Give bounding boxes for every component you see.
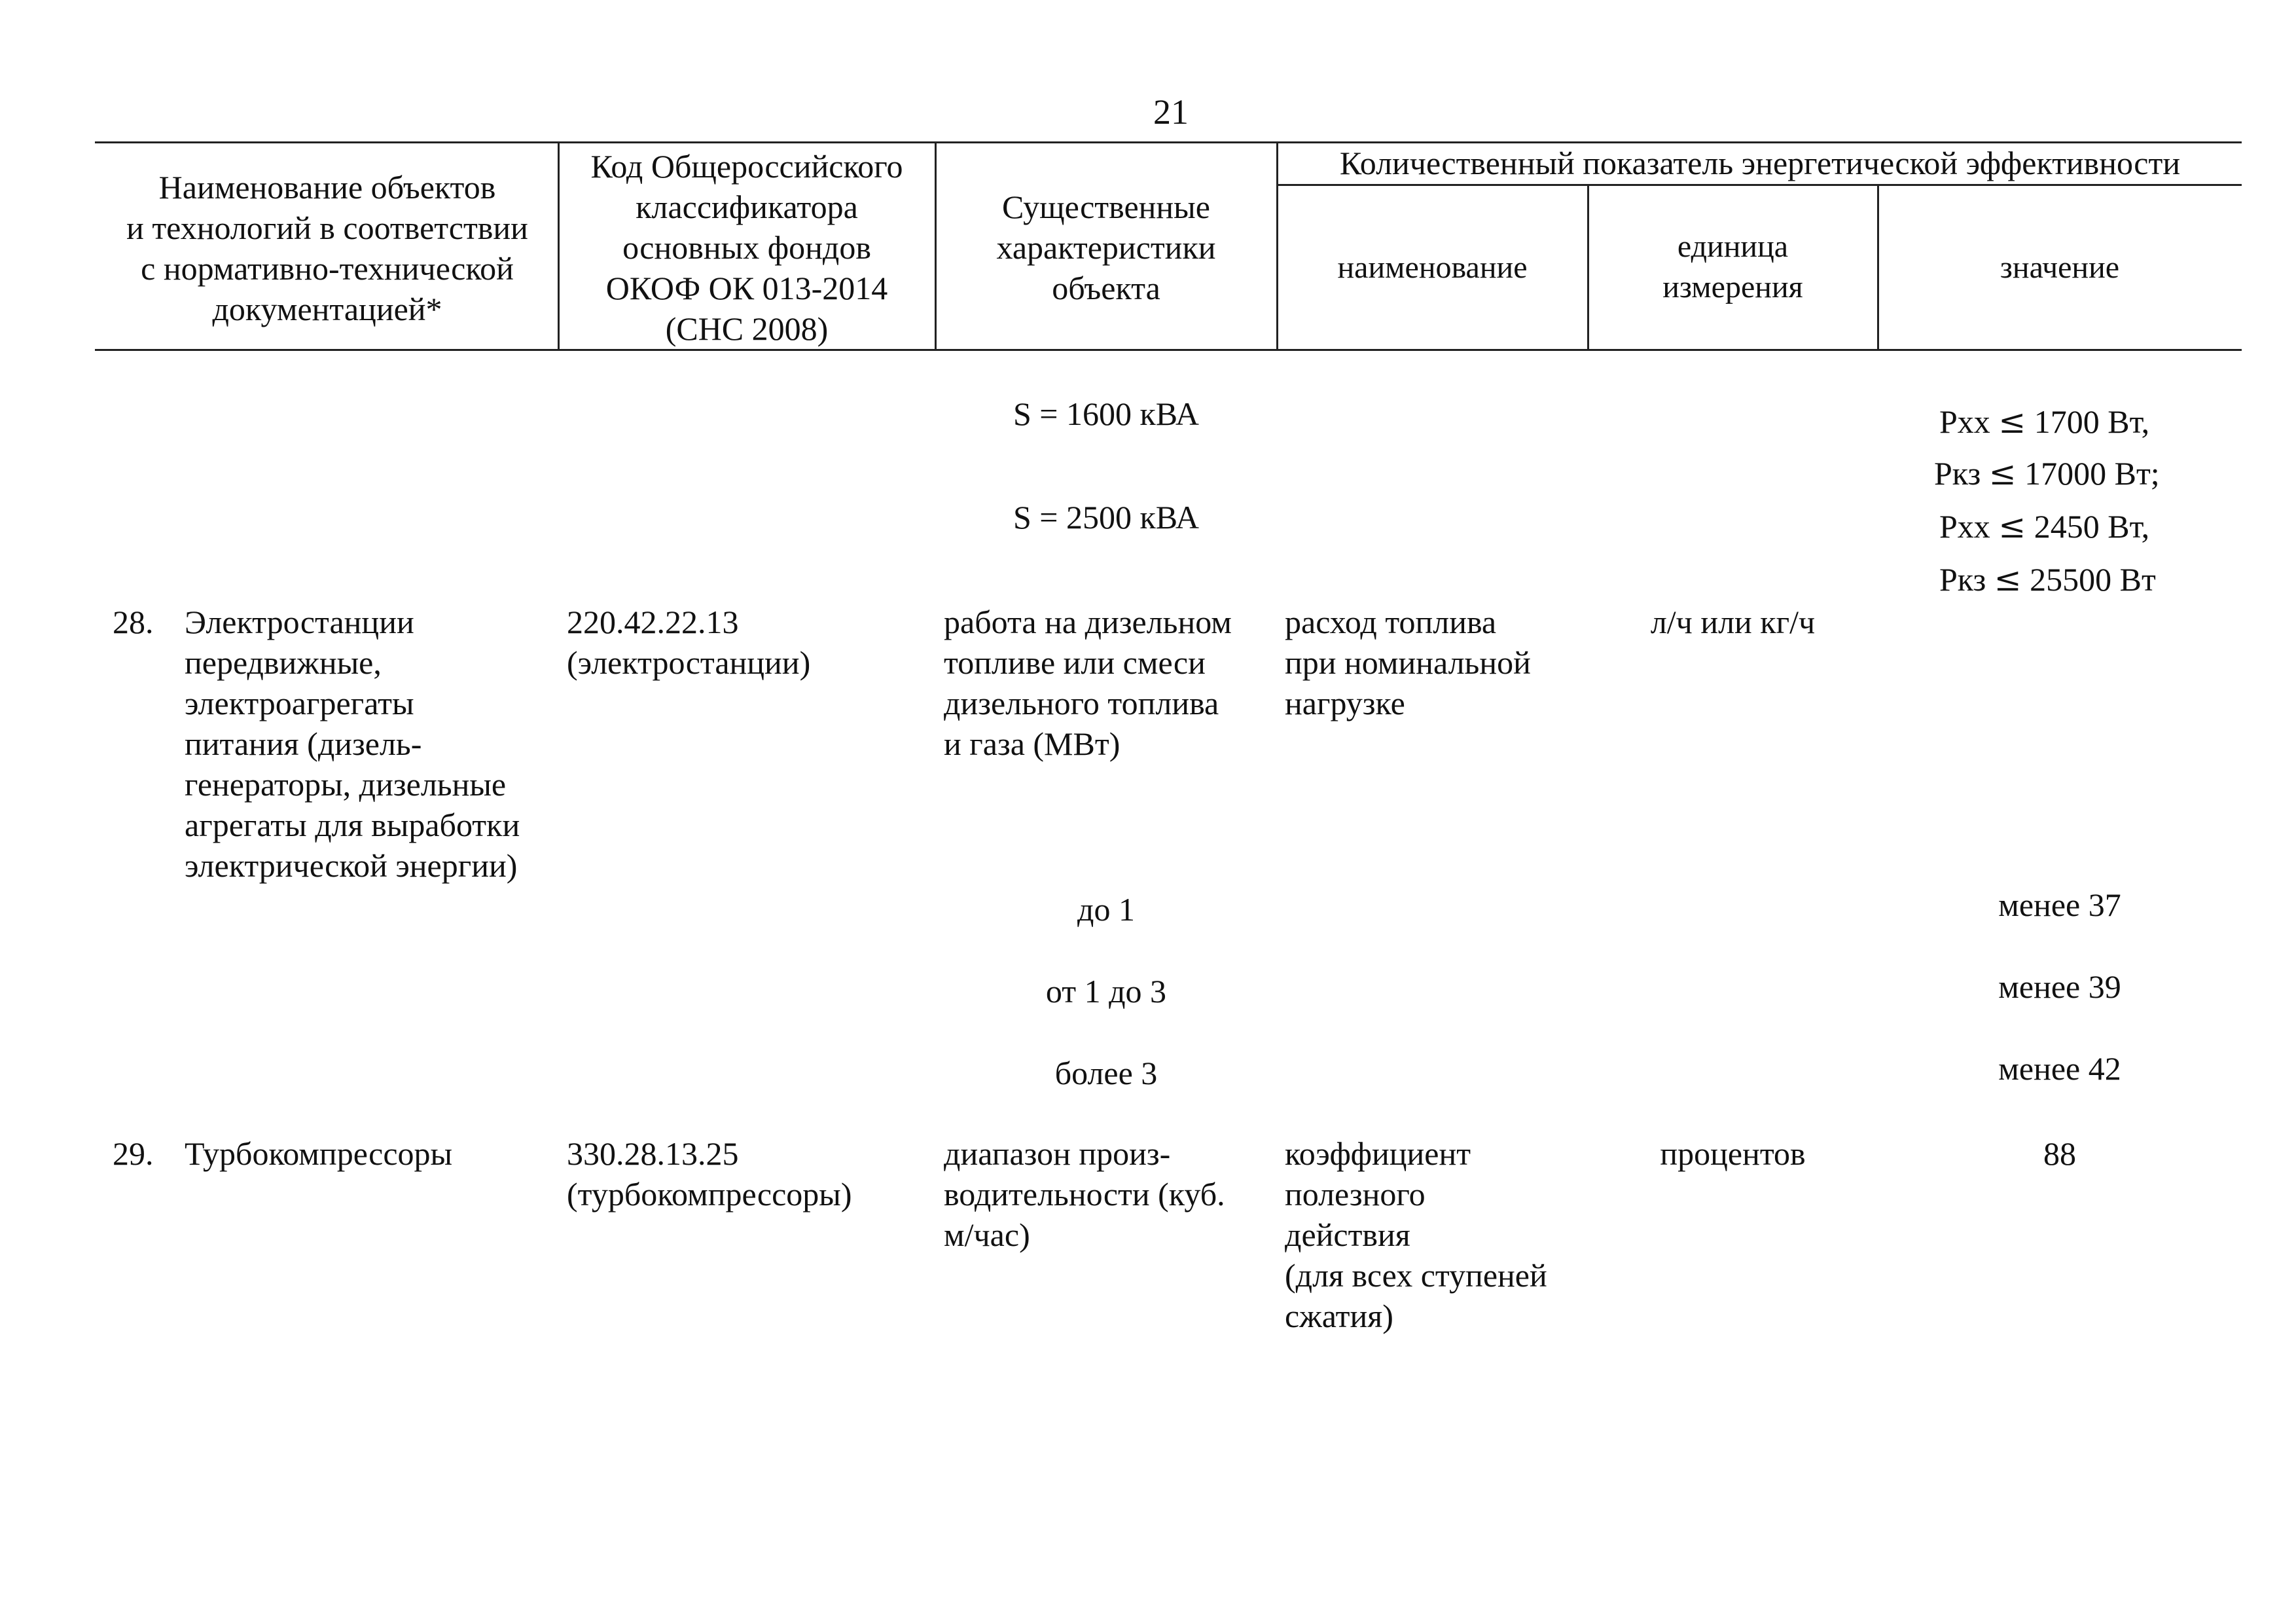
row29-characteristic: диапазон произ- водительности (куб. м/час) [944,1135,1225,1253]
col-divider-2 [935,141,937,349]
row28-sub-characteristic: от 1 до 3 [1045,973,1167,1010]
cont-value-1: Рхх ≤ 1700 Вт, [1939,403,2150,441]
row28-sub-characteristic: более 3 [1054,1055,1158,1091]
less-equal-icon: ≤ [1998,507,2026,545]
row28-sub-value: менее 37 [1998,886,2121,923]
cont-characteristic-1: S = 1600 кВА [1013,395,1200,432]
col-divider-1 [558,141,560,349]
cont-value-4: Ркз ≤ 25500 Вт [1939,560,2156,598]
header-value: значение [2000,250,2120,285]
group-header-rule [1278,184,2242,186]
row28-okof-code: 220.42.22.13 (электростанции) [567,604,811,681]
row28-object-name: Электростанции передвижные, электроагрегаты питания (дизель- генераторы, дизельные агрегаты для выработки электрической энергии) [185,604,520,884]
row29-okof-code: 330.28.13.25 (турбокомпрессоры) [567,1135,852,1213]
row28-indicator: расход топлива при номинальной нагрузке [1285,604,1531,721]
less-equal-icon: ≤ [1998,403,2026,441]
header-characteristics: Существенные характеристики объекта [996,189,1216,306]
row29-number: 29. [113,1135,154,1172]
cont-value-2: Ркз ≤ 17000 Вт; [1934,454,2160,492]
col-divider-4 [1587,185,1589,349]
header-object-name: Наименование объектов и технологий в соответствии с нормативно-технической документацией* [126,169,528,327]
less-equal-icon: ≤ [1994,560,2022,598]
header-unit: единица измерения [1662,229,1803,304]
less-equal-icon: ≤ [1988,454,2017,492]
row29-value: 88 [2043,1135,2076,1172]
header-efficiency-group: Количественный показатель энергетической эффективности [1339,145,2181,181]
header-indicator-name: наименование [1337,250,1528,285]
header-bottom-rule [95,349,2242,351]
cont-value-3: Рхх ≤ 2450 Вт, [1939,507,2150,545]
row28-number: 28. [113,604,154,640]
page-number: 21 [1153,92,1189,132]
row28-sub-value: менее 39 [1998,968,2121,1005]
header-okof-code: Код Общероссийского классификатора основных фондов ОКОФ ОК 013-2014 (СНС 2008) [590,148,903,347]
row28-characteristic: работа на дизельном топливе или смеси дизельного топлива и газа (МВт) [944,604,1232,762]
row29-indicator: коэффициент полезного действия (для всех ступеней сжатия) [1285,1135,1547,1334]
row28-sub-value: менее 42 [1998,1050,2121,1087]
col-divider-3 [1276,141,1278,349]
row28-unit: л/ч или кг/ч [1650,604,1816,640]
row29-object-name: Турбокомпрессоры [185,1135,453,1172]
cont-characteristic-2: S = 2500 кВА [1013,499,1200,536]
row29-unit: процентов [1660,1135,1806,1172]
col-divider-5 [1877,185,1879,349]
row28-sub-characteristic: до 1 [1077,891,1135,928]
